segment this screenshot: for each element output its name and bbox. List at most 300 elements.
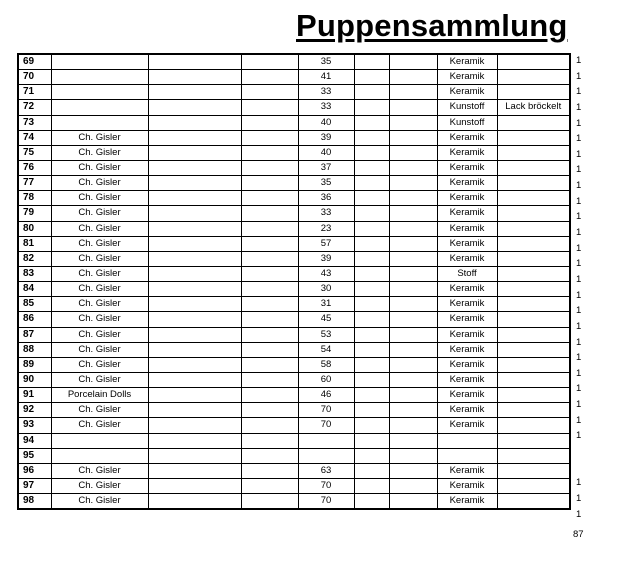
- empty-cell: [354, 372, 389, 387]
- empty-cell: [389, 100, 437, 115]
- empty-cell: [148, 388, 241, 403]
- empty-cell: [389, 85, 437, 100]
- empty-cell: [354, 100, 389, 115]
- empty-cell: [354, 206, 389, 221]
- empty-cell: [354, 494, 389, 510]
- table-row: [18, 463, 570, 478]
- doll-number-cell: 92: [18, 403, 51, 418]
- size-cell: 45: [298, 312, 354, 327]
- maker-cell: Ch. Gisler: [51, 327, 148, 342]
- table-row: [18, 100, 570, 115]
- table-row: [18, 130, 570, 145]
- maker-cell: Ch. Gisler: [51, 236, 148, 251]
- size-cell: 35: [298, 54, 354, 70]
- maker-cell: Ch. Gisler: [51, 145, 148, 160]
- empty-cell: [148, 206, 241, 221]
- empty-cell: [354, 433, 389, 448]
- material-cell: Keramik: [437, 297, 497, 312]
- note-cell: [497, 297, 570, 312]
- doll-number-cell: 73: [18, 115, 51, 130]
- note-cell: [497, 448, 570, 463]
- maker-cell: Ch. Gisler: [51, 221, 148, 236]
- count-value: 1: [576, 399, 582, 411]
- empty-cell: [389, 70, 437, 85]
- table-row: [18, 312, 570, 327]
- maker-cell: Ch. Gisler: [51, 282, 148, 297]
- table-row: [18, 251, 570, 266]
- material-cell: [437, 433, 497, 448]
- maker-cell: Ch. Gisler: [51, 418, 148, 433]
- empty-cell: [148, 251, 241, 266]
- note-cell: [497, 418, 570, 433]
- table-row: [18, 206, 570, 221]
- doll-number-cell: 70: [18, 70, 51, 85]
- doll-number-cell: 84: [18, 282, 51, 297]
- material-cell: Keramik: [437, 494, 497, 510]
- empty-cell: [354, 160, 389, 175]
- empty-cell: [389, 266, 437, 281]
- size-cell: 33: [298, 206, 354, 221]
- maker-cell: Ch. Gisler: [51, 251, 148, 266]
- count-value: 1: [576, 477, 582, 489]
- empty-cell: [241, 478, 298, 493]
- empty-cell: [241, 145, 298, 160]
- note-cell: [497, 342, 570, 357]
- material-cell: Keramik: [437, 478, 497, 493]
- table-row: [18, 266, 570, 281]
- maker-cell: [51, 115, 148, 130]
- doll-number-cell: 76: [18, 160, 51, 175]
- doll-number-cell: 95: [18, 448, 51, 463]
- empty-cell: [241, 282, 298, 297]
- size-cell: 57: [298, 236, 354, 251]
- size-cell: 53: [298, 327, 354, 342]
- empty-cell: [389, 191, 437, 206]
- note-cell: [497, 372, 570, 387]
- maker-cell: Ch. Gisler: [51, 312, 148, 327]
- count-value: [576, 444, 590, 460]
- empty-cell: [389, 54, 437, 70]
- table-row: [18, 236, 570, 251]
- empty-cell: [241, 85, 298, 100]
- empty-cell: [148, 448, 241, 463]
- note-cell: [497, 115, 570, 130]
- material-cell: Keramik: [437, 403, 497, 418]
- count-value: 1: [576, 367, 582, 379]
- material-cell: Keramik: [437, 282, 497, 297]
- empty-cell: [148, 221, 241, 236]
- empty-cell: [354, 236, 389, 251]
- count-value: 1: [576, 383, 582, 395]
- table-row: [18, 282, 570, 297]
- note-cell: [497, 145, 570, 160]
- material-cell: Keramik: [437, 312, 497, 327]
- empty-cell: [389, 478, 437, 493]
- maker-cell: [51, 70, 148, 85]
- maker-cell: [51, 448, 148, 463]
- empty-cell: [148, 357, 241, 372]
- empty-cell: [148, 160, 241, 175]
- count-value: 1: [576, 211, 582, 223]
- doll-number-cell: 91: [18, 388, 51, 403]
- size-cell: 40: [298, 115, 354, 130]
- empty-cell: [241, 433, 298, 448]
- size-cell: 60: [298, 372, 354, 387]
- maker-cell: Ch. Gisler: [51, 206, 148, 221]
- doll-inventory-table: [17, 53, 571, 510]
- material-cell: Keramik: [437, 463, 497, 478]
- empty-cell: [241, 266, 298, 281]
- empty-cell: [354, 327, 389, 342]
- count-value: 1: [576, 430, 582, 442]
- empty-cell: [148, 312, 241, 327]
- empty-cell: [241, 176, 298, 191]
- empty-cell: [148, 463, 241, 478]
- empty-cell: [354, 266, 389, 281]
- table-row: [18, 221, 570, 236]
- size-cell: 35: [298, 176, 354, 191]
- empty-cell: [354, 145, 389, 160]
- count-value: 1: [576, 352, 582, 364]
- empty-cell: [354, 130, 389, 145]
- maker-cell: Ch. Gisler: [51, 494, 148, 510]
- table-row: [18, 372, 570, 387]
- count-value: 1: [576, 101, 582, 113]
- count-value: 1: [576, 133, 582, 145]
- count-value: 1: [576, 242, 582, 254]
- material-cell: [437, 448, 497, 463]
- doll-number-cell: 74: [18, 130, 51, 145]
- empty-cell: [389, 206, 437, 221]
- empty-cell: [241, 221, 298, 236]
- doll-number-cell: 72: [18, 100, 51, 115]
- empty-cell: [389, 236, 437, 251]
- doll-number-cell: 82: [18, 251, 51, 266]
- material-cell: Keramik: [437, 70, 497, 85]
- count-value: 1: [576, 289, 582, 301]
- empty-cell: [354, 191, 389, 206]
- empty-cell: [354, 54, 389, 70]
- empty-cell: [148, 54, 241, 70]
- empty-cell: [241, 418, 298, 433]
- count-value: 1: [576, 86, 582, 98]
- count-value: 1: [576, 273, 582, 285]
- table-row: [18, 478, 570, 493]
- size-cell: [298, 433, 354, 448]
- note-cell: [497, 70, 570, 85]
- size-cell: 37: [298, 160, 354, 175]
- size-cell: 63: [298, 463, 354, 478]
- empty-cell: [389, 297, 437, 312]
- empty-cell: [148, 266, 241, 281]
- empty-cell: [241, 448, 298, 463]
- empty-cell: [354, 251, 389, 266]
- table-row: [18, 403, 570, 418]
- count-value: 1: [576, 117, 582, 129]
- size-cell: 70: [298, 494, 354, 510]
- maker-cell: Ch. Gisler: [51, 160, 148, 175]
- table-row: [18, 448, 570, 463]
- table-row: [18, 327, 570, 342]
- material-cell: Kunstoff: [437, 115, 497, 130]
- page-number: 87: [573, 529, 584, 540]
- material-cell: Keramik: [437, 130, 497, 145]
- empty-cell: [354, 463, 389, 478]
- empty-cell: [389, 463, 437, 478]
- doll-number-cell: 69: [18, 54, 51, 70]
- maker-cell: [51, 100, 148, 115]
- note-cell: [497, 221, 570, 236]
- empty-cell: [241, 54, 298, 70]
- note-cell: [497, 494, 570, 510]
- empty-cell: [389, 494, 437, 510]
- empty-cell: [389, 312, 437, 327]
- empty-cell: [241, 312, 298, 327]
- count-value: [576, 460, 590, 476]
- maker-cell: Ch. Gisler: [51, 176, 148, 191]
- note-cell: [497, 176, 570, 191]
- count-value: 1: [576, 320, 582, 332]
- doll-number-cell: 78: [18, 191, 51, 206]
- empty-cell: [389, 176, 437, 191]
- empty-cell: [148, 70, 241, 85]
- count-value: 1: [576, 195, 582, 207]
- empty-cell: [241, 70, 298, 85]
- size-cell: 33: [298, 100, 354, 115]
- table-row: [18, 115, 570, 130]
- size-cell: [298, 448, 354, 463]
- doll-number-cell: 88: [18, 342, 51, 357]
- empty-cell: [389, 282, 437, 297]
- material-cell: Keramik: [437, 372, 497, 387]
- empty-cell: [354, 70, 389, 85]
- empty-cell: [241, 357, 298, 372]
- doll-number-cell: 96: [18, 463, 51, 478]
- table-row: [18, 145, 570, 160]
- empty-cell: [354, 418, 389, 433]
- note-cell: [497, 191, 570, 206]
- empty-cell: [389, 251, 437, 266]
- size-cell: 58: [298, 357, 354, 372]
- note-cell: [497, 282, 570, 297]
- note-cell: [497, 357, 570, 372]
- doll-number-cell: 79: [18, 206, 51, 221]
- doll-number-cell: 83: [18, 266, 51, 281]
- empty-cell: [389, 403, 437, 418]
- maker-cell: Ch. Gisler: [51, 357, 148, 372]
- empty-cell: [241, 388, 298, 403]
- empty-cell: [148, 100, 241, 115]
- size-cell: 54: [298, 342, 354, 357]
- empty-cell: [389, 388, 437, 403]
- table-row: [18, 297, 570, 312]
- empty-cell: [389, 221, 437, 236]
- table-row: [18, 160, 570, 175]
- count-value: 1: [576, 148, 582, 160]
- count-value: 1: [576, 305, 582, 317]
- material-cell: Keramik: [437, 327, 497, 342]
- empty-cell: [241, 327, 298, 342]
- count-column: [576, 53, 590, 522]
- table-row: [18, 494, 570, 510]
- empty-cell: [148, 85, 241, 100]
- empty-cell: [241, 463, 298, 478]
- material-cell: Keramik: [437, 160, 497, 175]
- material-cell: Keramik: [437, 54, 497, 70]
- size-cell: 23: [298, 221, 354, 236]
- empty-cell: [354, 176, 389, 191]
- note-cell: [497, 312, 570, 327]
- empty-cell: [148, 418, 241, 433]
- size-cell: 41: [298, 70, 354, 85]
- empty-cell: [148, 433, 241, 448]
- empty-cell: [389, 160, 437, 175]
- note-cell: [497, 433, 570, 448]
- empty-cell: [241, 403, 298, 418]
- material-cell: Keramik: [437, 145, 497, 160]
- empty-cell: [354, 478, 389, 493]
- count-value: 1: [576, 227, 582, 239]
- doll-number-cell: 93: [18, 418, 51, 433]
- material-cell: Keramik: [437, 342, 497, 357]
- empty-cell: [389, 418, 437, 433]
- empty-cell: [241, 206, 298, 221]
- note-cell: [497, 388, 570, 403]
- count-value: 1: [576, 180, 582, 192]
- table-row: [18, 85, 570, 100]
- doll-number-cell: 90: [18, 372, 51, 387]
- empty-cell: [148, 478, 241, 493]
- empty-cell: [148, 282, 241, 297]
- note-cell: [497, 266, 570, 281]
- table-row: [18, 418, 570, 433]
- empty-cell: [148, 327, 241, 342]
- empty-cell: [241, 236, 298, 251]
- doll-number-cell: 89: [18, 357, 51, 372]
- empty-cell: [241, 297, 298, 312]
- count-value: 1: [576, 336, 582, 348]
- note-cell: [497, 85, 570, 100]
- doll-number-cell: 94: [18, 433, 51, 448]
- maker-cell: Ch. Gisler: [51, 478, 148, 493]
- empty-cell: [148, 130, 241, 145]
- empty-cell: [389, 327, 437, 342]
- empty-cell: [354, 85, 389, 100]
- empty-cell: [354, 357, 389, 372]
- maker-cell: [51, 85, 148, 100]
- empty-cell: [148, 494, 241, 510]
- table-row: [18, 342, 570, 357]
- doll-number-cell: 86: [18, 312, 51, 327]
- empty-cell: [241, 130, 298, 145]
- empty-cell: [241, 372, 298, 387]
- note-cell: [497, 463, 570, 478]
- maker-cell: Ch. Gisler: [51, 266, 148, 281]
- page-title: Puppensammlung: [296, 8, 568, 43]
- maker-cell: [51, 433, 148, 448]
- maker-cell: Ch. Gisler: [51, 297, 148, 312]
- empty-cell: [354, 282, 389, 297]
- count-value: 1: [576, 258, 582, 270]
- size-cell: 39: [298, 130, 354, 145]
- doll-number-cell: 97: [18, 478, 51, 493]
- material-cell: Stoff: [437, 266, 497, 281]
- doll-number-cell: 85: [18, 297, 51, 312]
- empty-cell: [148, 145, 241, 160]
- empty-cell: [241, 160, 298, 175]
- size-cell: 70: [298, 418, 354, 433]
- doll-number-cell: 98: [18, 494, 51, 510]
- empty-cell: [389, 130, 437, 145]
- empty-cell: [148, 115, 241, 130]
- empty-cell: [389, 372, 437, 387]
- maker-cell: Ch. Gisler: [51, 191, 148, 206]
- count-value: 1: [576, 492, 582, 504]
- empty-cell: [354, 342, 389, 357]
- empty-cell: [354, 297, 389, 312]
- empty-cell: [148, 342, 241, 357]
- size-cell: 39: [298, 251, 354, 266]
- empty-cell: [354, 388, 389, 403]
- note-cell: [497, 403, 570, 418]
- maker-cell: Ch. Gisler: [51, 403, 148, 418]
- size-cell: 31: [298, 297, 354, 312]
- table-row: [18, 191, 570, 206]
- table-body: [18, 54, 570, 509]
- material-cell: Kunstoff: [437, 100, 497, 115]
- material-cell: Keramik: [437, 191, 497, 206]
- empty-cell: [389, 115, 437, 130]
- empty-cell: [241, 494, 298, 510]
- size-cell: 43: [298, 266, 354, 281]
- empty-cell: [148, 372, 241, 387]
- doll-number-cell: 71: [18, 85, 51, 100]
- doll-number-cell: 87: [18, 327, 51, 342]
- doll-number-cell: 77: [18, 176, 51, 191]
- empty-cell: [354, 312, 389, 327]
- empty-cell: [148, 176, 241, 191]
- table-row: [18, 357, 570, 372]
- note-cell: [497, 236, 570, 251]
- note-cell: [497, 206, 570, 221]
- maker-cell: Ch. Gisler: [51, 342, 148, 357]
- maker-cell: Ch. Gisler: [51, 372, 148, 387]
- material-cell: Keramik: [437, 85, 497, 100]
- doll-number-cell: 75: [18, 145, 51, 160]
- empty-cell: [148, 191, 241, 206]
- count-value: 1: [576, 55, 582, 66]
- count-value: 1: [576, 414, 582, 426]
- material-cell: Keramik: [437, 357, 497, 372]
- count-value: 1: [576, 70, 582, 82]
- empty-cell: [389, 357, 437, 372]
- empty-cell: [241, 191, 298, 206]
- empty-cell: [354, 403, 389, 418]
- note-cell: [497, 478, 570, 493]
- note-cell: [497, 327, 570, 342]
- size-cell: 46: [298, 388, 354, 403]
- empty-cell: [241, 115, 298, 130]
- empty-cell: [389, 342, 437, 357]
- empty-cell: [148, 297, 241, 312]
- empty-cell: [241, 342, 298, 357]
- empty-cell: [389, 433, 437, 448]
- empty-cell: [354, 221, 389, 236]
- maker-cell: Ch. Gisler: [51, 130, 148, 145]
- note-cell: [497, 251, 570, 266]
- note-cell: Lack bröckelt: [497, 100, 570, 115]
- note-cell: [497, 130, 570, 145]
